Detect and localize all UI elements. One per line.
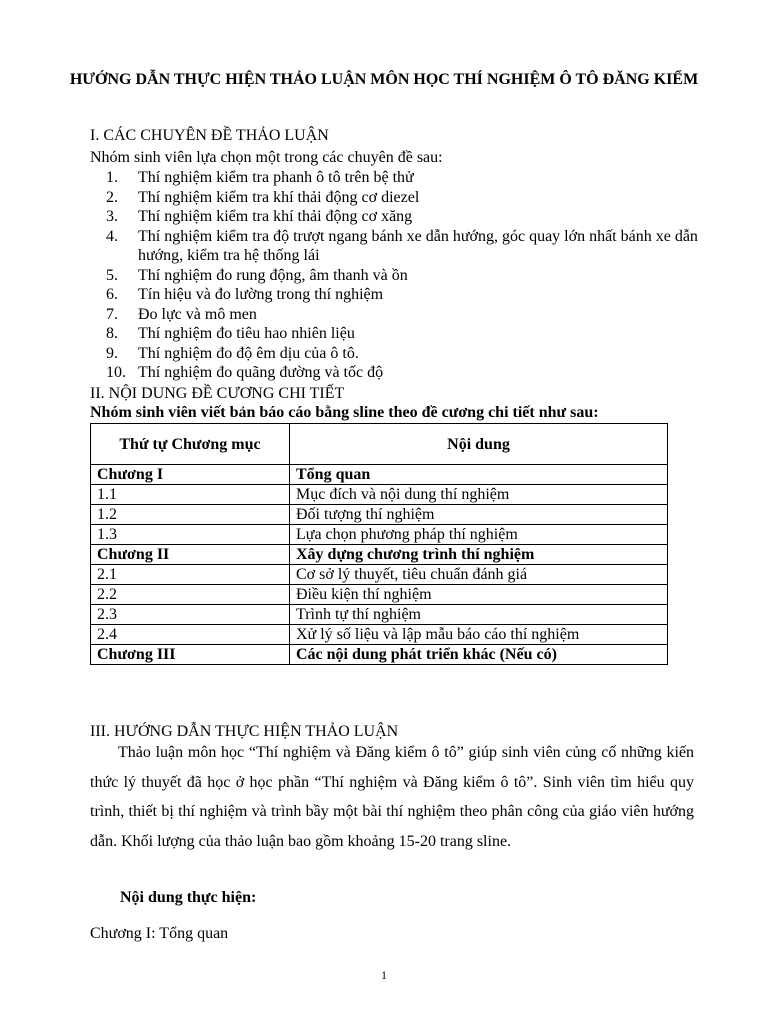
topic-item bbox=[90, 285, 698, 305]
topic-text: Thí nghiệm đo tiêu hao nhiên liệu bbox=[138, 325, 355, 342]
topic-item bbox=[90, 324, 698, 344]
topic-item bbox=[90, 344, 698, 364]
section-1-intro: Nhóm sinh viên lựa chọn một trong các chuyên đề sau: bbox=[90, 149, 443, 166]
section-1-heading: I. CÁC CHUYÊN ĐỀ THẢO LUẬN bbox=[90, 127, 329, 144]
topic-text: Thí nghiệm đo độ êm dịu của ô tô. bbox=[138, 344, 359, 362]
row-content: Xây dựng chương trình thí nghiệm bbox=[290, 545, 668, 565]
document-title: HƯỚNG DẪN THỰC HIỆN THẢO LUẬN MÔN HỌC THÍ NGHIỆM Ô TÔ ĐĂNG KIỂM bbox=[69, 71, 699, 88]
topic-text: Thí nghiệm kiểm tra phanh ô tô trên bệ thử bbox=[138, 169, 414, 186]
row-order: 2.3 bbox=[91, 605, 290, 625]
row-order: 2.2 bbox=[91, 585, 290, 605]
topic-number: 7. bbox=[106, 305, 118, 323]
table-row bbox=[91, 625, 668, 645]
row-order: Chương I bbox=[91, 465, 290, 485]
chapter-1-line: Chương I: Tổng quan bbox=[90, 925, 229, 942]
topic-number: 3. bbox=[106, 208, 118, 225]
topic-item bbox=[90, 266, 698, 286]
topic-list bbox=[90, 168, 698, 383]
topic-item bbox=[90, 305, 698, 325]
topic-item bbox=[90, 227, 698, 266]
topic-text: Thí nghiệm đo quãng đường và tốc độ bbox=[138, 364, 384, 381]
topic-number: 5. bbox=[106, 266, 118, 284]
row-order: Chương III bbox=[91, 645, 290, 665]
table-row bbox=[91, 545, 668, 565]
row-order: 1.1 bbox=[91, 485, 290, 505]
row-content: Đối tượng thí nghiệm bbox=[290, 505, 668, 525]
row-order: 1.2 bbox=[91, 505, 290, 525]
section-3-heading: III. HƯỚNG DẪN THỰC HIỆN THẢO LUẬN bbox=[90, 723, 399, 740]
table-row bbox=[91, 525, 668, 545]
section-2-lead: Nhóm sinh viên viết bản báo cáo bằng sline theo đề cương chi tiết như sau: bbox=[90, 404, 599, 421]
table-header-row bbox=[91, 424, 668, 465]
row-content: Điều kiện thí nghiệm bbox=[290, 585, 668, 605]
section-2-heading: II. NỘI DUNG ĐỀ CƯƠNG CHI TIẾT bbox=[90, 385, 345, 402]
topic-item bbox=[90, 363, 698, 383]
section-3-subheading: Nội dung thực hiện: bbox=[120, 889, 257, 906]
row-content: Mục đích và nội dung thí nghiệm bbox=[290, 485, 668, 505]
topic-number: 6. bbox=[106, 286, 118, 303]
table-row bbox=[91, 645, 668, 665]
table-row bbox=[91, 565, 668, 585]
topic-number: 8. bbox=[106, 325, 118, 342]
row-content: Tổng quan bbox=[290, 465, 668, 485]
topic-item bbox=[90, 207, 698, 227]
row-order: 2.1 bbox=[91, 565, 290, 585]
topic-number: 4. bbox=[106, 227, 118, 245]
topic-number: 9. bbox=[106, 344, 118, 362]
column-header-content: Nội dung bbox=[290, 424, 668, 465]
topic-number: 1. bbox=[106, 169, 118, 186]
row-order: 2.4 bbox=[91, 625, 290, 645]
row-content: Cơ sở lý thuyết, tiêu chuẩn đánh giá bbox=[290, 565, 668, 585]
row-content: Xử lý số liệu và lập mẫu báo cáo thí nghiệm bbox=[290, 625, 668, 645]
table-row bbox=[91, 605, 668, 625]
column-header-order: Thứ tự Chương mục bbox=[91, 424, 290, 465]
row-content: Các nội dung phát triển khác (Nếu có) bbox=[290, 645, 668, 665]
row-order: 1.3 bbox=[91, 525, 290, 545]
table-row bbox=[91, 585, 668, 605]
row-content: Trình tự thí nghiệm bbox=[290, 605, 668, 625]
topic-text: Đo lực và mô men bbox=[138, 305, 257, 323]
row-content: Lựa chọn phương pháp thí nghiệm bbox=[290, 525, 668, 545]
topic-item bbox=[90, 188, 698, 208]
table-row bbox=[91, 485, 668, 505]
topic-text: Thí nghiệm đo rung động, âm thanh và ồn bbox=[138, 266, 408, 284]
row-order: Chương II bbox=[91, 545, 290, 565]
topic-text: Thí nghiệm kiểm tra khí thải động cơ xăng bbox=[138, 208, 413, 225]
outline-table bbox=[90, 423, 668, 665]
topic-text: Tín hiệu và đo lường trong thí nghiệm bbox=[138, 286, 384, 303]
table-row bbox=[91, 465, 668, 485]
topic-item bbox=[90, 168, 698, 188]
topic-number: 10. bbox=[106, 364, 126, 381]
page-number: 1 bbox=[381, 968, 387, 982]
table-row bbox=[91, 505, 668, 525]
section-3-paragraph: Thảo luận môn học “Thí nghiệm và Đăng kiểm ô tô” giúp sinh viên củng cố những kiến thức lý thuyết đã học ở học phần “Thí nghiệm và Đăng kiểm ô tô”. Sinh viên tìm hiểu quy trình, thiết bị thí nghiệm và trình bầy một bài thí nghiệm theo phân công của giáo viên hướng dẫn. Khối lượng của thảo luận bao gồm khoảng 15-20 trang sline. bbox=[90, 744, 694, 850]
topic-text: Thí nghiệm kiểm tra khí thải động cơ diezel bbox=[138, 188, 420, 206]
topic-text: Thí nghiệm kiểm tra độ trượt ngang bánh xe dẫn hướng, góc quay lớn nhất bánh xe dẫn hướng, kiểm tra hệ thống lái bbox=[138, 227, 698, 264]
topic-number: 2. bbox=[106, 188, 118, 206]
